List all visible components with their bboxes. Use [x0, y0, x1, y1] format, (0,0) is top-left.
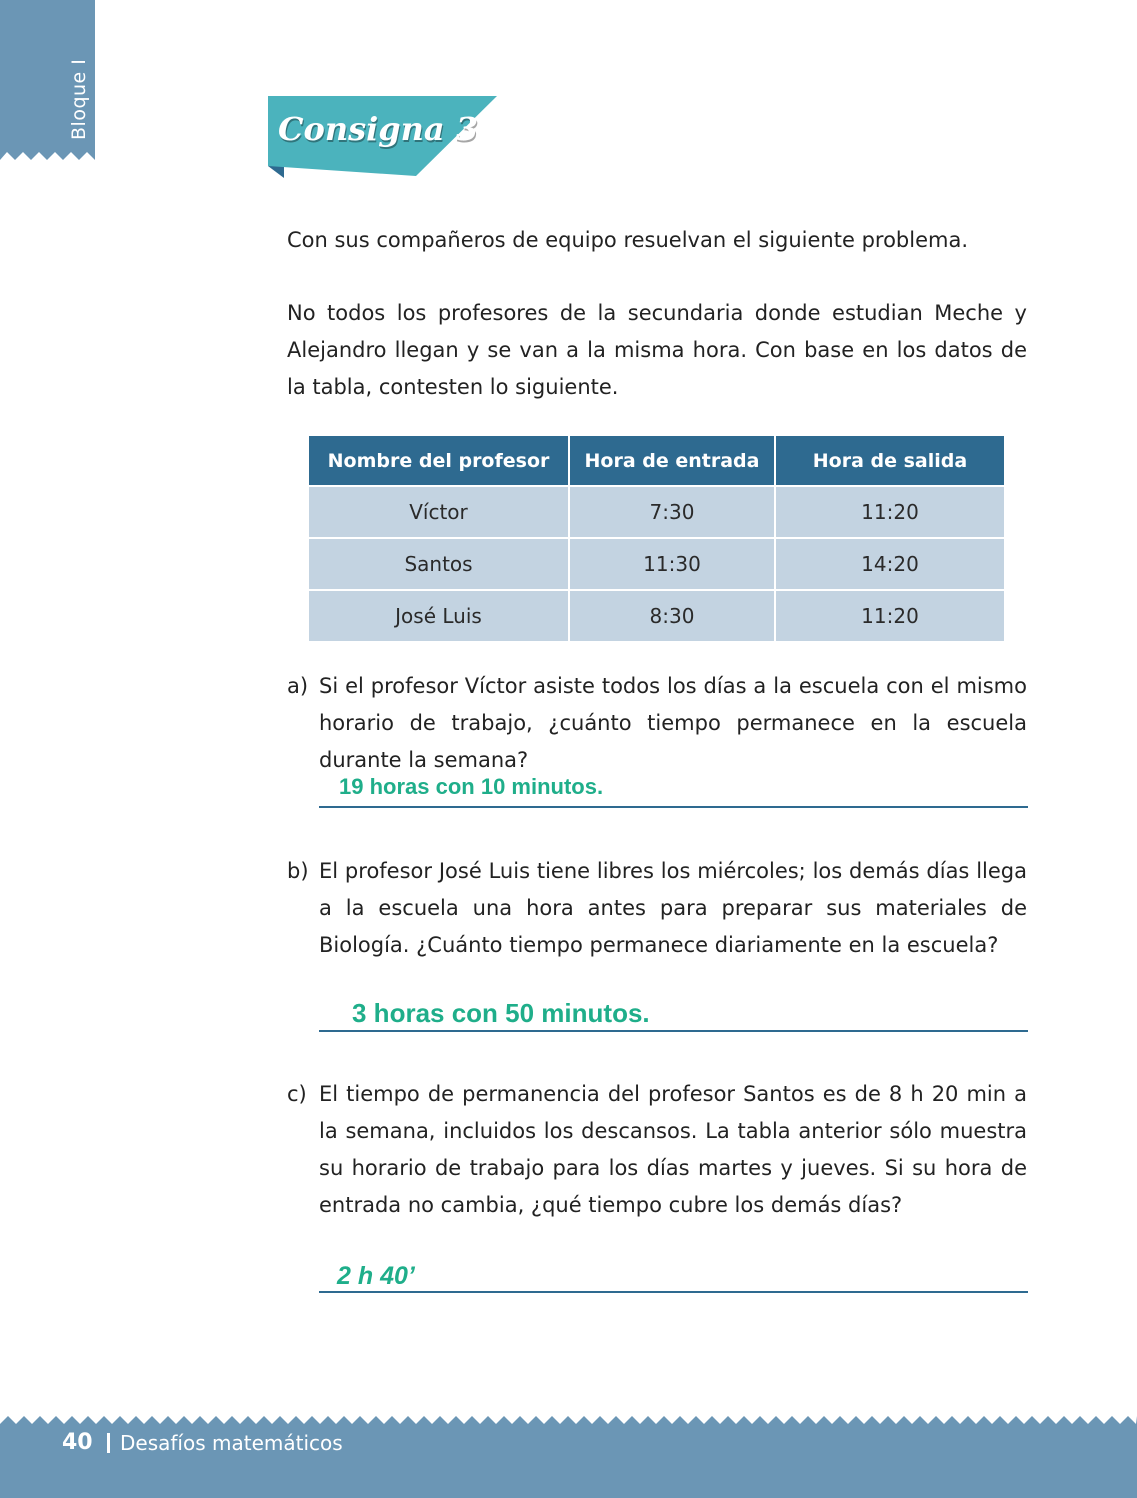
table-cell: 11:20: [775, 486, 1005, 538]
answer-line-c: [319, 1291, 1028, 1293]
footer-divider: [107, 1433, 110, 1453]
table-cell: Víctor: [308, 486, 569, 538]
header-cell: Hora de salida: [775, 435, 1005, 486]
table-cell: 7:30: [569, 486, 775, 538]
table-cell: Santos: [308, 538, 569, 590]
schedule-table: [307, 434, 1006, 643]
table-cell: 11:20: [775, 590, 1005, 642]
question-text: El tiempo de permanencia del profesor Santos es de 8 h 20 min a la semana, incluidos los descansos. La tabla anterior sólo muestra su horario de trabajo para los días martes y jueves. Si su hora de entrada no cambia, ¿qué tiempo cubre los demás días?: [319, 1082, 1027, 1217]
table-cell: 14:20: [775, 538, 1005, 590]
intro-text: Con sus compañeros de equipo resuelvan el siguiente problema.: [287, 228, 969, 252]
table-row: [308, 486, 1005, 538]
question-text: Si el profesor Víctor asiste todos los días a la escuela con el mismo horario de trabajo, ¿cuánto tiempo permanece en la escuela durante la semana?: [319, 674, 1027, 772]
footer-shape: [0, 1414, 1137, 1498]
question-text: El profesor José Luis tiene libres los miércoles; los demás días llega a la escuela una hora antes para preparar sus materiales de Biología. ¿Cuánto tiempo permanece diariamente en la escuela?: [319, 859, 1027, 957]
consigna-banner: [268, 96, 498, 178]
footer-band: [0, 1414, 1137, 1498]
question-letter: b): [287, 859, 309, 883]
page-number: 40: [62, 1430, 93, 1455]
question-c: [287, 1076, 1027, 1224]
table-header-row: [308, 435, 1005, 486]
answer-a[interactable]: 19 horas con 10 minutos.: [339, 774, 604, 799]
answer-c[interactable]: 2 h 40’: [337, 1262, 415, 1290]
question-letter: c): [287, 1082, 307, 1106]
question-a: [287, 668, 1027, 779]
answer-line-b: [319, 1030, 1028, 1032]
book-title: Desafíos matemáticos: [120, 1431, 343, 1455]
table-row: [308, 538, 1005, 590]
table-cell: 11:30: [569, 538, 775, 590]
side-tab: [0, 0, 95, 164]
table-cell: José Luis: [308, 590, 569, 642]
table-row: [308, 590, 1005, 642]
header-cell: Hora de entrada: [569, 435, 775, 486]
table-cell: 8:30: [569, 590, 775, 642]
banner-title: Consigna 3: [278, 110, 479, 148]
answer-b[interactable]: 3 horas con 50 minutos.: [352, 998, 650, 1028]
problem-text: No todos los profesores de la secundaria donde estudian Meche y Alejandro llegan y se van a la misma hora. Con base en los datos de la tabla, contesten lo siguiente.: [287, 301, 1027, 399]
question-b: [287, 853, 1027, 964]
question-letter: a): [287, 674, 309, 698]
answer-line-a: [319, 806, 1028, 808]
header-cell: Nombre del profesor: [308, 435, 569, 486]
section-label: Bloque I: [68, 58, 90, 140]
